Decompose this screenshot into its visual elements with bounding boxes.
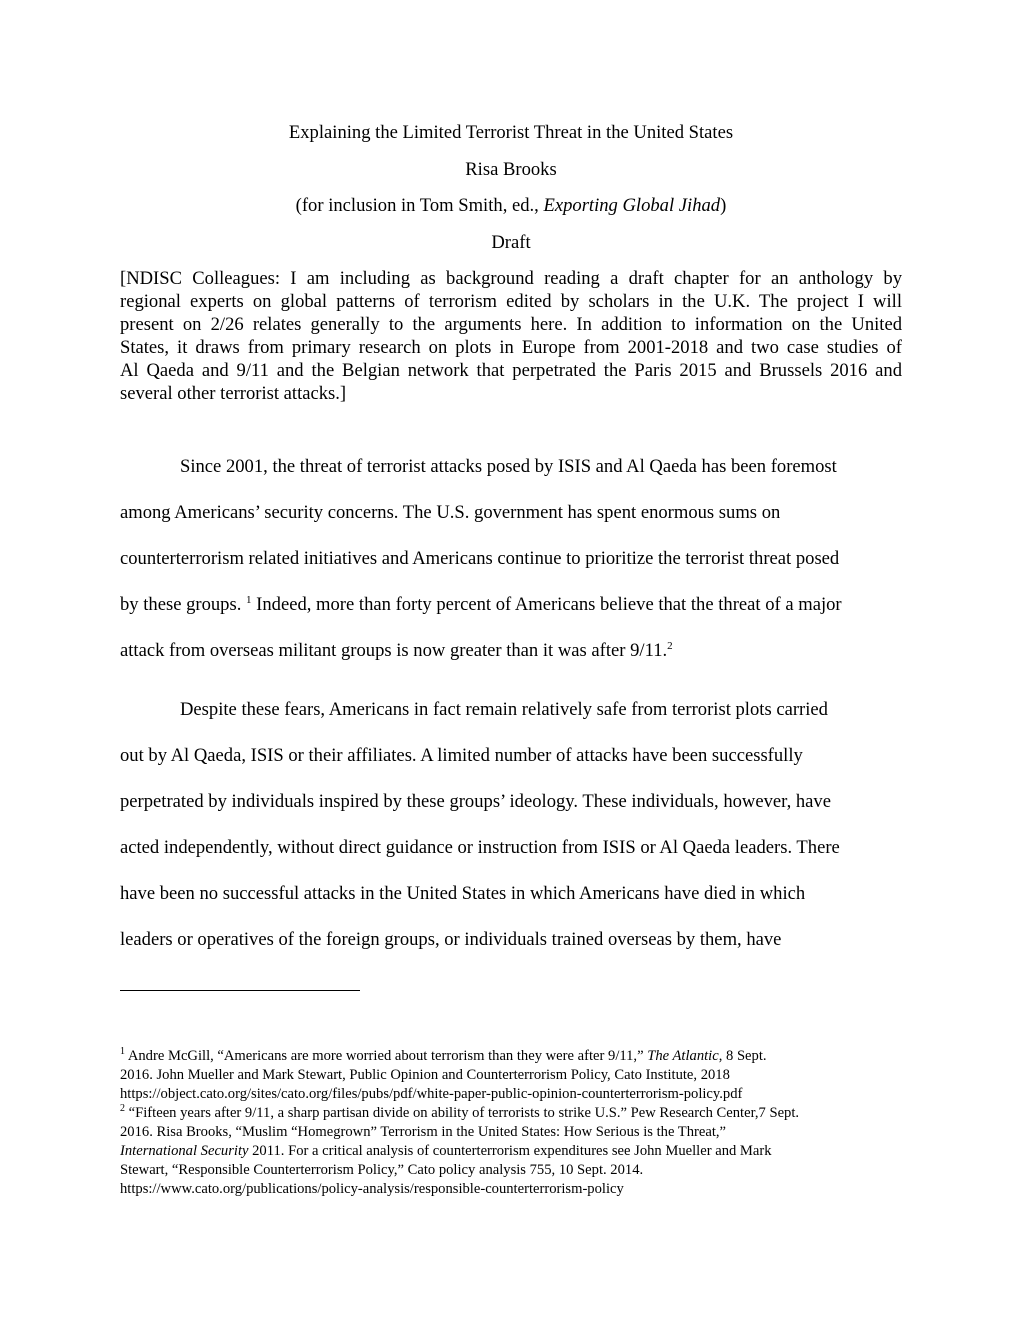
author-name: Risa Brooks [465, 159, 557, 180]
footnote-number: 1 [120, 1046, 125, 1058]
footnote-text: Andre McGill, “Americans are more worried about terrorism than they were after 9/11,” [125, 1048, 648, 1064]
body-line [120, 594, 902, 616]
body-line: out by Al Qaeda, ISIS or their affiliates. A limited number of attacks have been successfully [120, 745, 803, 766]
body-line: leaders or operatives of the foreign groups, or individuals trained overseas by them, have [120, 929, 782, 950]
book-title: Exporting Global Jihad [543, 195, 721, 216]
body-line: perpetrated by individuals inspired by these groups’ ideology. These individuals, however, have [120, 791, 831, 812]
draft-label: Draft [491, 232, 531, 253]
note-line: present on 2/26 relates generally to the arguments here. In addition to information on the United [120, 314, 902, 335]
inclusion-suffix: ) [720, 195, 727, 216]
note-line: several other terrorist attacks.] [120, 383, 347, 404]
body-line: have been no successful attacks in the United States in which Americans have died in which [120, 883, 806, 904]
body-text: Indeed, more than forty percent of Americans believe that the threat of a major [251, 594, 842, 615]
footnote-line: 2016. Risa Brooks, “Muslim “Homegrown” Terrorism in the United States: How Serious is the Threat,” [120, 1124, 727, 1140]
body-line: counterterrorism related initiatives and Americans continue to prioritize the terrorist threat posed [120, 548, 840, 569]
body-line: Despite these fears, Americans in fact remain relatively safe from terrorist plots carried [180, 699, 828, 720]
footnote-text: “Fifteen years after 9/11, a sharp partisan divide on ability of terrorists to strike U.S.” Pew Research Center,7 Sept. [125, 1105, 800, 1121]
footnote-text: , 8 Sept. [718, 1048, 767, 1064]
footnote-ref-2[interactable]: 2 [667, 639, 673, 652]
footnote-url[interactable]: https://object.cato.org/sites/cato.org/files/pubs/pdf/white-paper-public-opinion-counterterrorism-policy.pdf [120, 1086, 743, 1102]
inclusion-prefix: (for inclusion in Tom Smith, ed., [295, 195, 544, 216]
journal-title: International Security [120, 1143, 249, 1159]
note-line: States, it draws from primary research on plots in Europe from 2001-2018 and two case studies of [120, 337, 902, 358]
note-line: [NDISC Colleagues: I am including as background reading a draft chapter for an anthology by [120, 268, 902, 289]
footnote-2 [120, 1104, 902, 1122]
footnote-line [120, 1142, 902, 1160]
footnote-1 [120, 1047, 902, 1065]
footnote-text: 2011. For a critical analysis of counterterrorism expenditures see John Mueller and Mark [248, 1143, 772, 1159]
footnote-number: 2 [120, 1103, 125, 1115]
body-text: attack from overseas militant groups is now greater than it was after 9/11. [120, 640, 668, 661]
footnote-ref-1[interactable]: 1 [246, 593, 252, 606]
document-title: Explaining the Limited Terrorist Threat in the United States [288, 122, 734, 143]
body-line: among Americans’ security concerns. The U.S. government has spent enormous sums on [120, 502, 781, 523]
footnote-line: Stewart, “Responsible Counterterrorism Policy,” Cato policy analysis 755, 10 Sept. 2014. [120, 1162, 644, 1178]
footnote-line: 2016. John Mueller and Mark Stewart, Public Opinion and Counterterrorism Policy, Cato Institute, 2018 [120, 1067, 730, 1083]
body-text: by these groups. [120, 594, 247, 615]
body-line: Since 2001, the threat of terrorist attacks posed by ISIS and Al Qaeda has been foremost [180, 456, 837, 477]
journal-title: The Atlantic [647, 1048, 719, 1064]
footnote-url[interactable]: https://www.cato.org/publications/policy-analysis/responsible-counterterrorism-policy [120, 1181, 624, 1197]
footnote-separator [120, 990, 360, 991]
inclusion-line [120, 195, 902, 217]
note-line: Al Qaeda and 9/11 and the Belgian network that perpetrated the Paris 2015 and Brussels 2016 and [120, 360, 902, 381]
body-line [120, 640, 902, 662]
body-line: acted independently, without direct guidance or instruction from ISIS or Al Qaeda leaders. There [120, 837, 840, 858]
note-line: regional experts on global patterns of terrorism edited by scholars in the U.K. The project I will [120, 291, 902, 312]
